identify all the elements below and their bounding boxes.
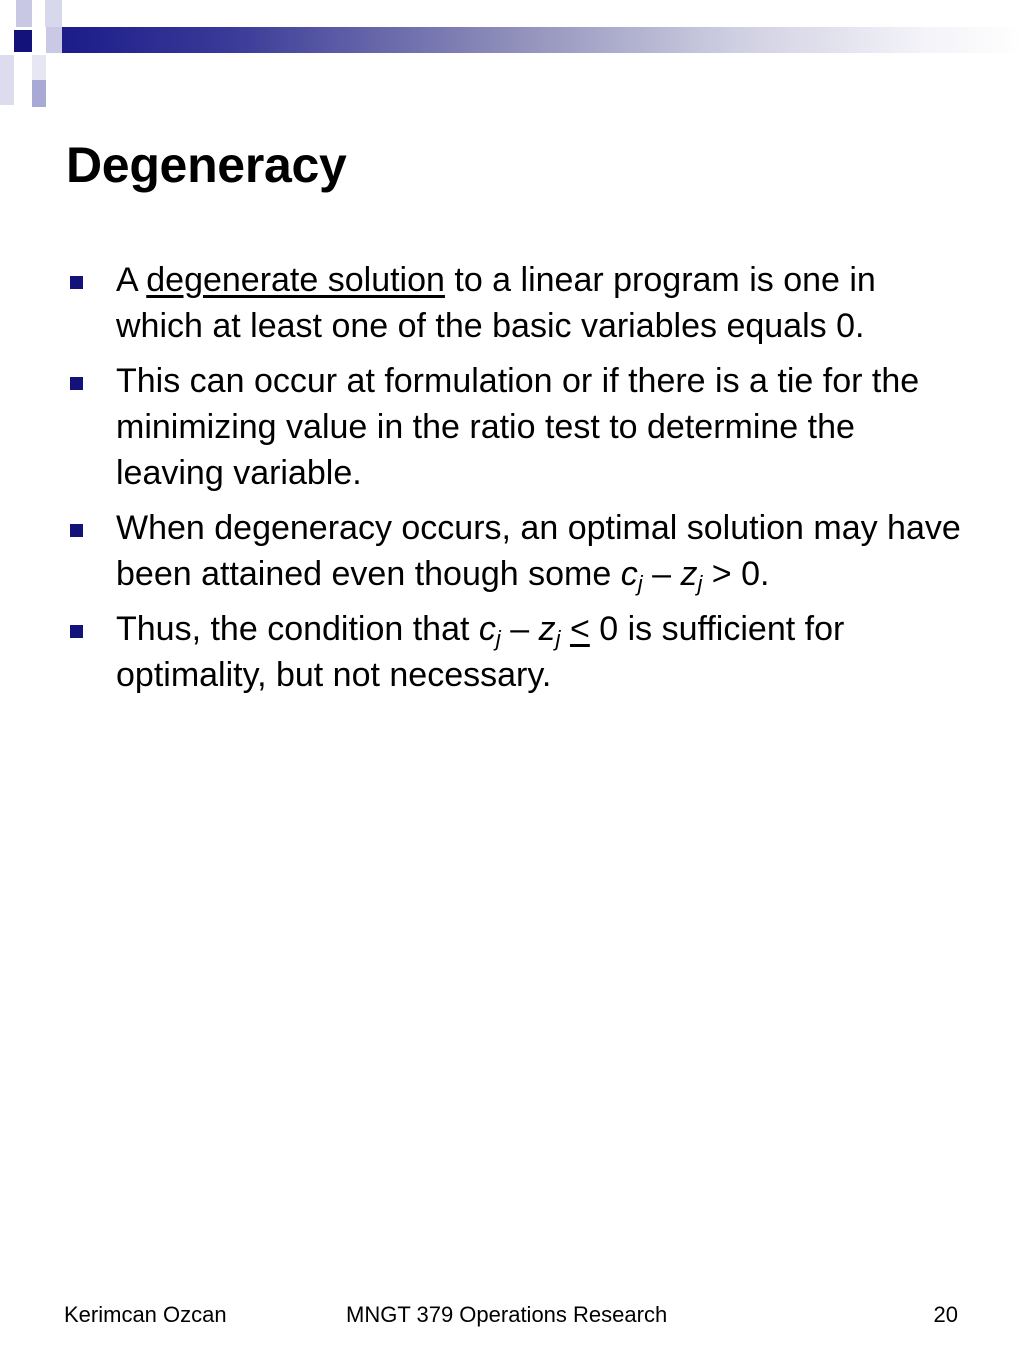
math-var: z <box>538 610 556 648</box>
deco-square <box>46 27 62 53</box>
square-bullet-icon <box>70 276 83 289</box>
math-subscript: j <box>697 571 703 596</box>
bullet-item <box>66 505 966 597</box>
bullet-text: to a linear program is one in which at least one of the basic variables equals 0. <box>116 261 876 345</box>
bullet-text: When degeneracy occurs, an optimal solution may have been attained even though some <box>116 509 961 593</box>
deco-square <box>0 55 14 105</box>
deco-square <box>16 0 32 27</box>
math-space <box>561 610 570 648</box>
deco-square <box>14 30 32 52</box>
bullet-list <box>66 257 966 707</box>
deco-square <box>0 0 16 27</box>
deco-square <box>45 0 62 27</box>
math-var: z <box>680 555 698 593</box>
bullet-item <box>66 606 966 698</box>
math-subscript: j <box>495 626 501 651</box>
math-operator: – <box>500 610 539 648</box>
bullet-text: > 0. <box>702 555 770 593</box>
square-bullet-icon <box>70 377 83 390</box>
bullet-text: 0 is sufficient for optimality, but not necessary. <box>116 610 845 694</box>
bullet-text: A <box>116 261 147 299</box>
underlined-term: degenerate solution <box>146 261 445 299</box>
slide-title: Degeneracy <box>66 137 347 193</box>
footer-course: MNGT 379 Operations Research <box>346 1302 668 1327</box>
deco-square <box>32 55 46 80</box>
math-operator: < <box>569 610 590 648</box>
header-gradient-bar <box>62 27 1024 53</box>
math-var: c <box>620 555 638 593</box>
bullet-item <box>66 257 966 349</box>
square-bullet-icon <box>70 524 83 537</box>
math-var: c <box>478 610 496 648</box>
deco-square <box>32 80 46 107</box>
bullet-item <box>66 358 966 496</box>
math-subscript: j <box>637 571 643 596</box>
square-bullet-icon <box>70 625 83 638</box>
bullet-text: Thus, the condition that <box>116 610 479 648</box>
bullet-text: This can occur at formulation or if there is a tie for the minimizing value in the ratio test to determine the leaving variable. <box>116 362 920 492</box>
math-operator: – <box>642 555 681 593</box>
footer-author: Kerimcan Ozcan <box>64 1302 227 1327</box>
math-subscript: j <box>555 626 561 651</box>
footer-page-number: 20 <box>933 1302 958 1327</box>
